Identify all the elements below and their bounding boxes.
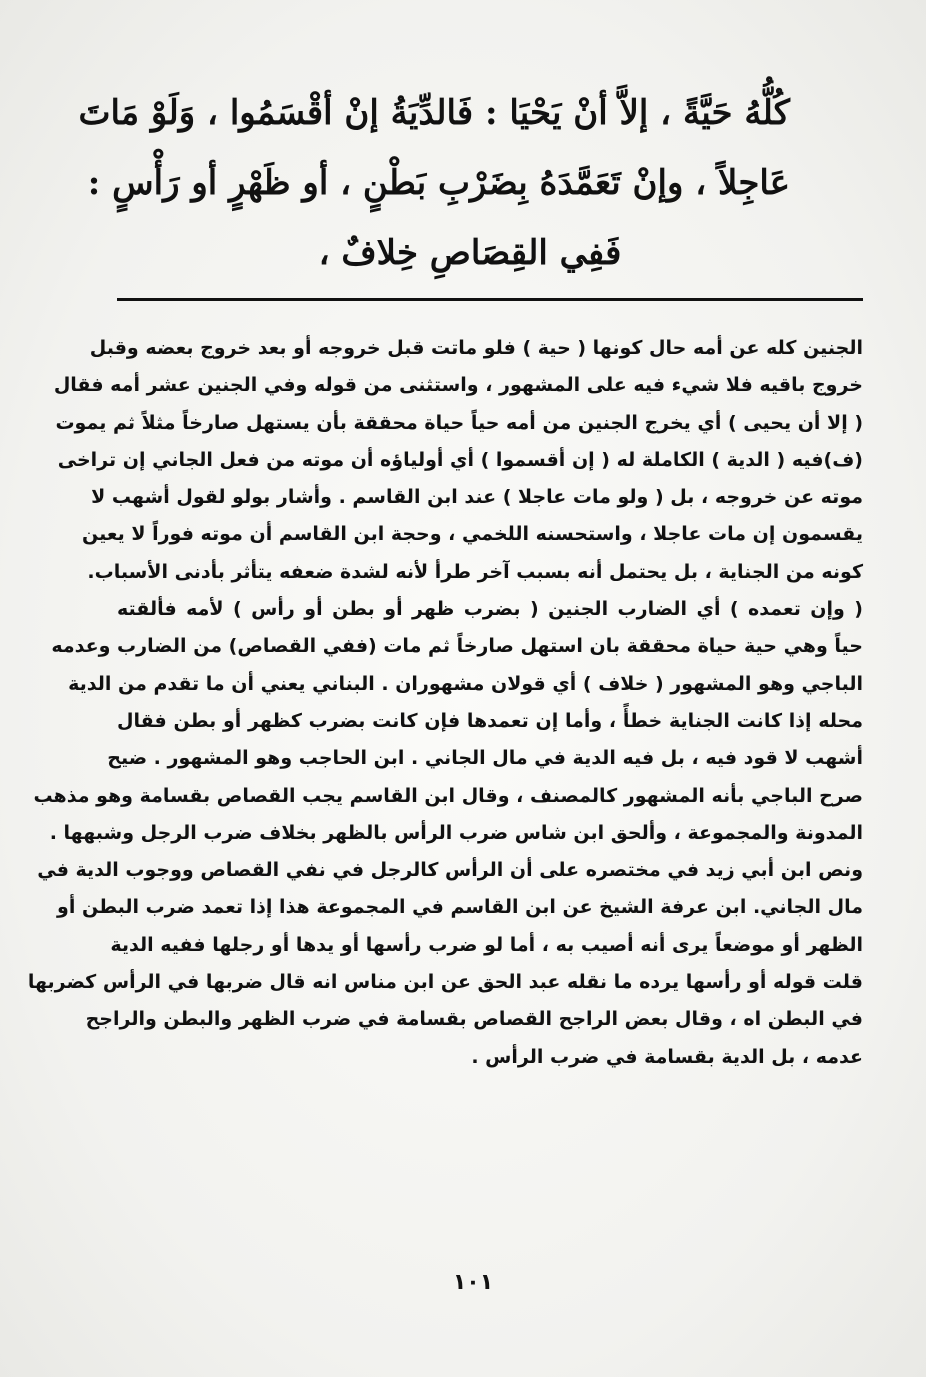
- commentary-line: المدونة والمجموعة ، وألحق ابن شاس ضرب الرأس بالظهر بخلاف ضرب الرجل وشبهها .: [49, 821, 863, 844]
- commentary-line: كونه من الجناية ، بل يحتمل أنه بسبب آخر طرأ لأنه لشدة ضعفه يتأثر بأدنى الأسباب.: [87, 560, 863, 583]
- commentary-line: مال الجاني. ابن عرفة الشيخ عن ابن القاسم في المجموعة هذا إذا تعمد ضرب البطن أو: [57, 896, 863, 919]
- commentary-line: ( إلا أن يحيى ) أي يخرج الجنين من أمه حياً حياة محققة بأن يستهل صارخاً مثلاً ثم يموت: [55, 411, 863, 434]
- commentary-line: (ف)فيه ( الدية ) الكاملة له ( إن أقسموا ) أي أولياؤه أن موته من فعل الجاني إن تراخى: [57, 448, 863, 471]
- matn-text: [78, 78, 790, 288]
- commentary-line: الظهر أو موضعاً يرى أنه أصيب به ، أما لو ضرب رأسها أو يدها أو رجلها ففيه الدية: [110, 933, 863, 956]
- commentary-line: خروج باقيه فلا شيء فيه على المشهور ، واستثنى من قوله وفي الجنين عشر أمه فقال: [53, 374, 863, 397]
- matn-line: عَاجِلاً ، وإنْ تَعَمَّدَهُ بِضَرْبِ بَطْنٍ ، أو ظَهْرٍ أو رَأْسٍ :: [87, 163, 790, 203]
- commentary-line: حياً وهي حية حياة محققة بان استهل صارخاً ثم مات (ففي القصاص) من الضارب وعدمه: [51, 635, 863, 658]
- commentary-line: محله إذا كانت الجناية خطأً ، وأما إن تعمدها فإن كانت بضرب كظهر أو بطن فقال: [117, 709, 863, 732]
- matn-line: كُلُّهُ حَيَّةً ، إلاَّ أنْ يَحْيَا : فَالدِّيَةُ إنْ أقْسَمُوا ، وَلَوْ مَاتَ: [78, 93, 790, 133]
- commentary-line: قلت قوله أو رأسها يرده ما نقله عبد الحق عن ابن مناس انه قال ضربها في الرأس كضربها: [27, 971, 863, 994]
- commentary-line: في البطن اه ، وقال بعض الراجح القصاص بقسامة في ضرب الظهر والبطن والراجح: [85, 1008, 863, 1031]
- section-divider: [117, 298, 863, 301]
- matn-line: فَفِي القِصَاصِ خِلافٌ ،: [318, 233, 622, 273]
- page-number: ١٠١: [452, 1270, 494, 1295]
- commentary-line: موته عن خروجه ، بل ( ولو مات عاجلا ) عند ابن القاسم . وأشار بولو لقول أشهب لا: [91, 486, 863, 509]
- commentary-line: ونص ابن أبي زيد في مختصره على أن الرأس كالرجل في نفي القصاص ووجوب الدية في: [37, 859, 863, 882]
- commentary-line: الباجي وهو المشهور ( خلاف ) أي قولان مشهوران . البناني يعني أن ما تقدم من الدية: [68, 672, 863, 695]
- commentary-line: الجنين كله عن أمه حال كونها ( حية ) فلو ماتت قبل خروجه أو بعد خروج بعضه وقبل: [89, 337, 863, 359]
- commentary-line: أشهب لا قود فيه ، بل فيه الدية في مال الجاني . ابن الحاجب وهو المشهور . ضيح: [107, 747, 863, 770]
- commentary-line: عدمه ، بل الدية بقسامة في ضرب الرأس .: [471, 1045, 863, 1068]
- commentary-line: صرح الباجي بأنه المشهور كالمصنف ، وقال ابن القاسم يجب القصاص بقسامة وهو مذهب: [33, 784, 863, 807]
- commentary-text: [27, 330, 863, 1076]
- commentary-line: ( وإن تعمده ) أي الضارب الجنين ( بضرب ظهر أو بطن أو رأس ) لأمه فألقته: [117, 598, 863, 621]
- commentary-line: يقسمون إن مات عاجلا ، واستحسنه اللخمي ، وحجة ابن القاسم أن موته فوراً لا يعين: [82, 523, 863, 546]
